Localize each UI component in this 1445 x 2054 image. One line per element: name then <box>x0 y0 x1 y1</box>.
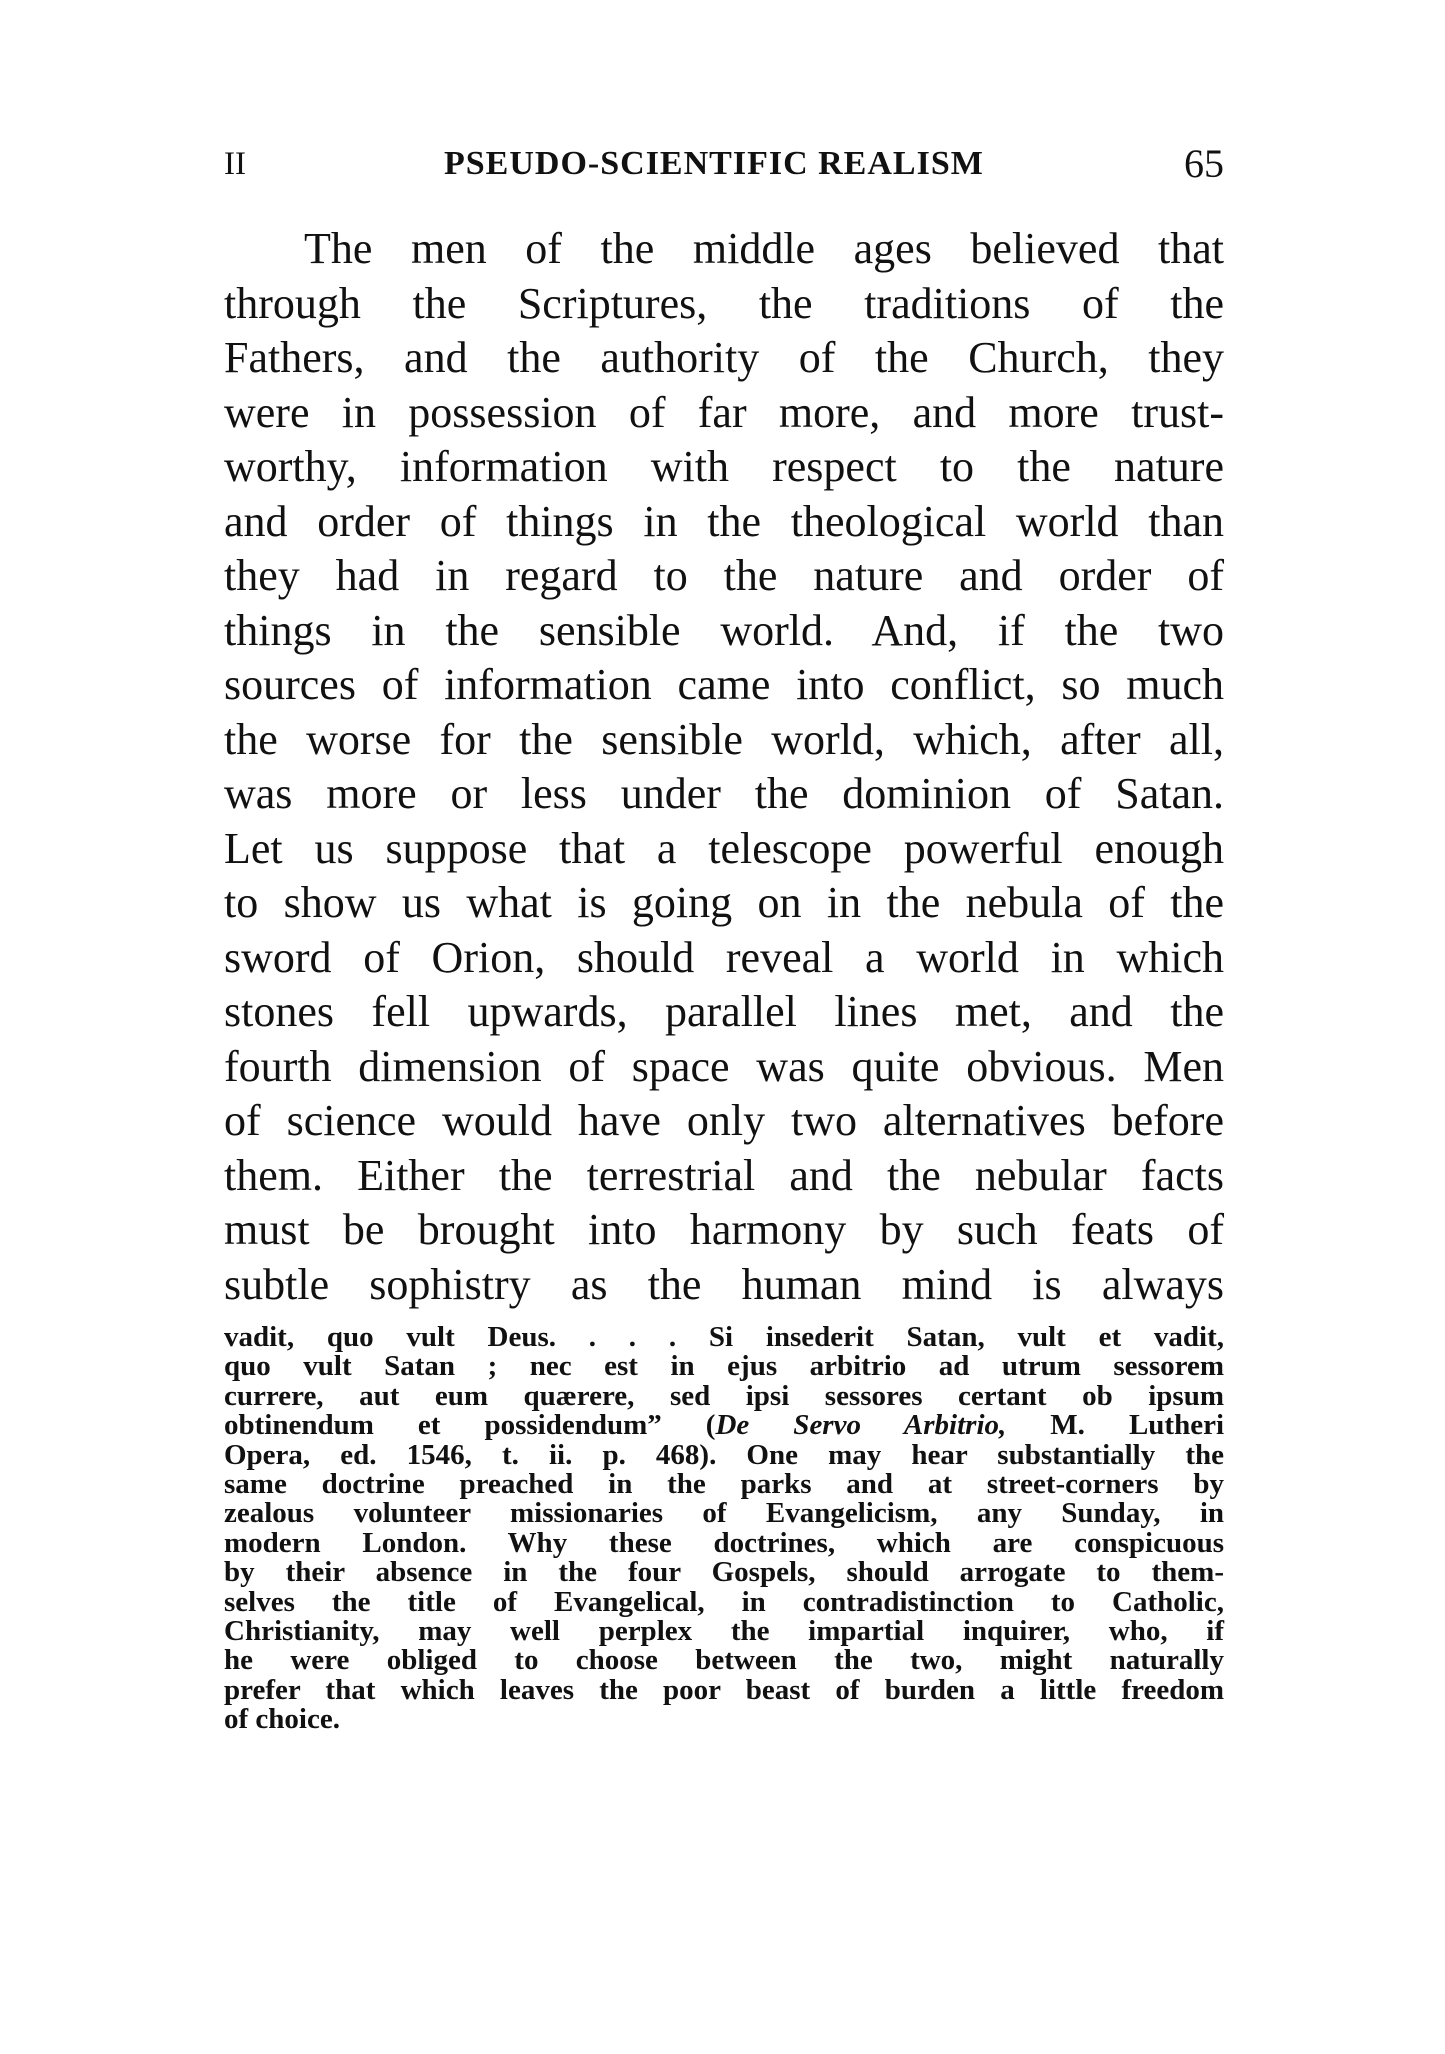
body-line: sources of information came into conflict, so much <box>224 660 1224 709</box>
footnote-line: currere, aut eum quærere, sed ipsi sessores certant ob ipsum <box>224 1379 1224 1412</box>
body-line: and order of things in the theological world than <box>224 496 1224 546</box>
body-line: must be brought into harmony by such feats of <box>224 1205 1224 1254</box>
footnote-line: same doctrine preached in the parks and at street-corners by <box>224 1467 1224 1500</box>
page-number: 65 <box>1184 141 1224 186</box>
footnote-text: obtinendum et possidendum” ( <box>224 1409 716 1442</box>
footnote-line: of choice. <box>224 1703 340 1736</box>
footnote-line: prefer that which leaves the poor beast of burden a little freedom <box>224 1673 1224 1706</box>
body-line: was more or less under the dominion of Satan. <box>224 769 1224 818</box>
footnote-line: modern London. Why these doctrines, which are conspicuous <box>224 1526 1224 1559</box>
body-line: they had in regard to the nature and order of <box>224 551 1224 600</box>
body-line: them. Either the terrestrial and the nebular facts <box>224 1150 1224 1200</box>
body-line: things in the sensible world. And, if the two <box>224 605 1224 655</box>
page-header <box>224 134 1224 194</box>
citation-title: De Servo Arbitrio, <box>715 1409 1007 1442</box>
body-line: sword of Orion, should reveal a world in which <box>224 932 1224 982</box>
chapter-number: II <box>224 146 246 182</box>
footnote-line: he were obliged to choose between the two, might naturally <box>224 1644 1224 1677</box>
footnote-text: M. Lutheri <box>1006 1409 1225 1442</box>
body-line: Fathers, and the authority of the Church, they <box>224 333 1224 382</box>
footnote-line: zealous volunteer missionaries of Evangelicism, any Sunday, in <box>224 1497 1224 1530</box>
body-line: stones fell upwards, parallel lines met, and the <box>224 987 1224 1036</box>
footnote-line: vadit, quo vult Deus. . . . Si insederit Satan, vult et vadit, <box>224 1321 1224 1353</box>
body-line: The men of the middle ages believed that <box>304 224 1224 273</box>
body-line: worthy, information with respect to the nature <box>224 442 1224 491</box>
footnote-line: quo vult Satan ; nec est in ejus arbitrio ad utrum sessorem <box>224 1350 1224 1383</box>
footnote-line: Christianity, may well perplex the impartial inquirer, who, if <box>224 1614 1224 1647</box>
footnote <box>224 1323 1224 1734</box>
body-paragraph <box>224 222 1224 1312</box>
body-line: were in possession of far more, and more trust- <box>224 387 1224 437</box>
body-line: the worse for the sensible world, which, after all, <box>224 714 1224 764</box>
body-line: subtle sophistry as the human mind is always <box>224 1259 1224 1309</box>
footnote-line: Opera, ed. 1546, t. ii. p. 468). One may hear substantially the <box>224 1438 1224 1471</box>
footnote-line: selves the title of Evangelical, in contradistinction to Catholic, <box>224 1585 1224 1618</box>
running-title: PSEUDO-SCIENTIFIC REALISM <box>444 145 984 182</box>
body-line: to show us what is going on in the nebula of the <box>224 878 1224 927</box>
footnote-line <box>224 1411 1224 1440</box>
body-line: through the Scriptures, the traditions of the <box>224 278 1224 328</box>
body-line: Let us suppose that a telescope powerful enough <box>224 823 1224 873</box>
body-line: of science would have only two alternatives before <box>224 1096 1224 1145</box>
body-line: fourth dimension of space was quite obvious. Men <box>224 1041 1224 1091</box>
footnote-line: by their absence in the four Gospels, should arrogate to them- <box>224 1556 1224 1589</box>
